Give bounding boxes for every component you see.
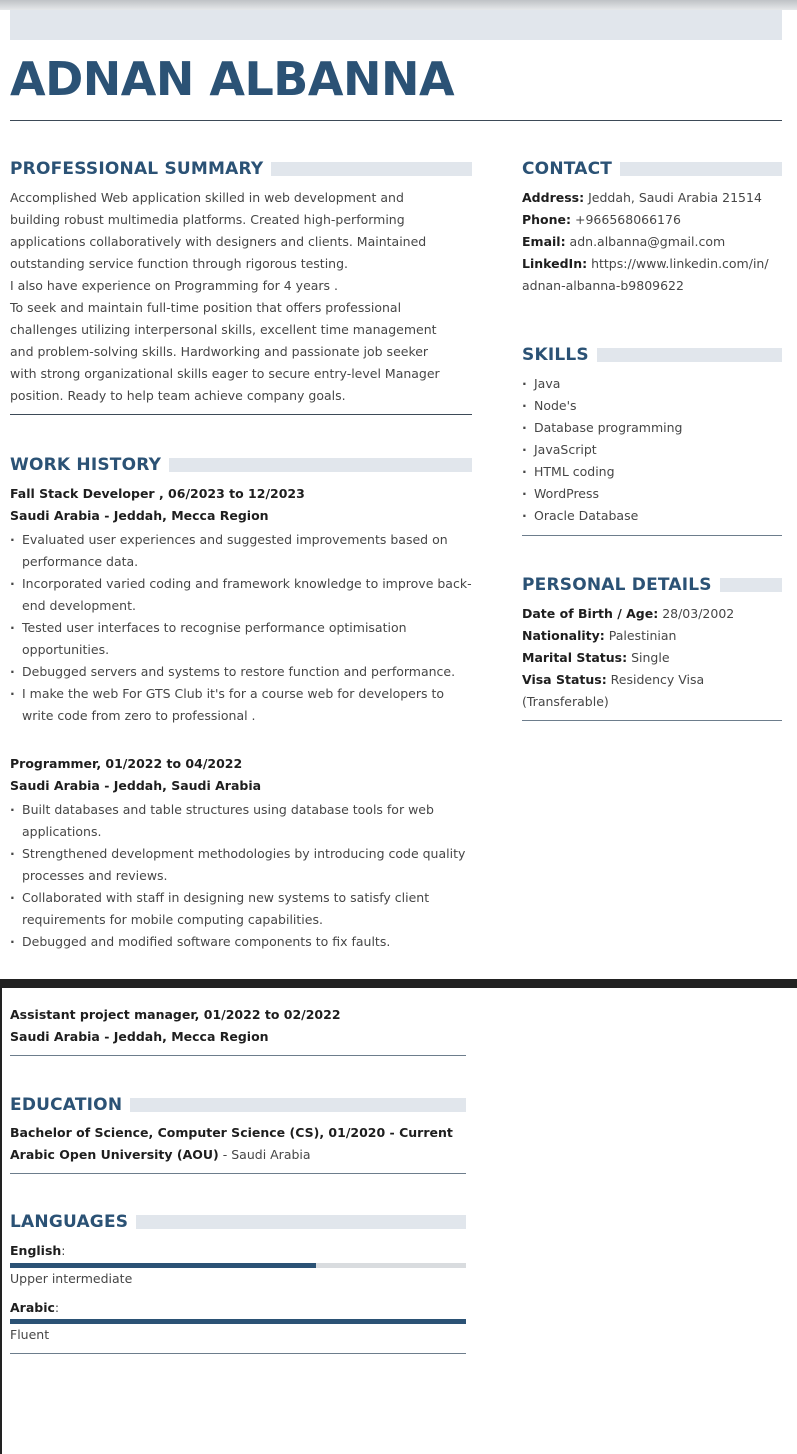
- skill-item: · HTML coding: [522, 461, 782, 483]
- skill-item: · WordPress: [522, 483, 782, 505]
- email-value: adn.albanna@gmail.com: [565, 234, 726, 249]
- contact-heading: CONTACT: [522, 158, 782, 180]
- school: Arabic Open University (AOU): [10, 1147, 219, 1162]
- marital-value: Single: [627, 650, 670, 665]
- languages-rule: [10, 1353, 466, 1354]
- work-heading: WORK HISTORY: [10, 454, 472, 476]
- visa-label: Visa Status:: [522, 672, 607, 687]
- language-arabic: [10, 1297, 472, 1319]
- list-item: · Debugged servers and systems to restore function and performance.: [10, 661, 472, 683]
- header-band: [10, 10, 782, 40]
- skills-rule: [522, 535, 782, 536]
- job-location: Saudi Arabia - Jeddah, Saudi Arabia: [10, 778, 262, 793]
- language-level: Fluent: [10, 1327, 50, 1342]
- skill-item: · JavaScript: [522, 439, 782, 461]
- address-value: Jeddah, Saudi Arabia 21514: [584, 190, 762, 205]
- personal-heading: PERSONAL DETAILS: [522, 574, 782, 596]
- job-1: [10, 483, 472, 727]
- language-level-fill: [10, 1319, 466, 1324]
- skill-item: · Java: [522, 373, 782, 395]
- languages-heading: LANGUAGES: [10, 1211, 466, 1233]
- language-colon: :: [61, 1243, 66, 1258]
- dob-label: Date of Birth / Age:: [522, 606, 659, 621]
- linkedin-label: LinkedIn:: [522, 256, 588, 271]
- degree-field: , Computer Science (CS), 01/2020 - Current: [148, 1125, 453, 1140]
- summary-text: Accomplished Web application skilled in web development and building robust multimedia platforms. Created high-performing applications collaboratively with designers and clients. Maintained outstanding service function through rigorous testing. I also have experience on Programming for 4 years . To seek and maintain full-time position that offers professional challenges utilizing interpersonal skills, excellent time management and problem-solving skills. Hardworking and passionate job seeker with strong organizational skills eager to secure entry-level Manager position. Ready to help team achieve company goals.: [10, 190, 440, 403]
- skill-item: · Oracle Database: [522, 505, 782, 527]
- job-title: Assistant project manager, 01/2022 to 02/2022: [10, 1007, 341, 1022]
- top-shadow: [0, 0, 797, 10]
- list-item: · Debugged and modified software components to fix faults.: [10, 931, 472, 953]
- summary-heading: PROFESSIONAL SUMMARY: [10, 158, 472, 180]
- education-entry: [10, 1122, 472, 1166]
- marital-label: Marital Status:: [522, 650, 628, 665]
- phone-value: +966568066176: [571, 212, 681, 227]
- linkedin-value: https://www.linkedin.com/in/: [587, 256, 769, 271]
- list-item: · Strengthened development methodologies by introducing code quality processes and reviews.: [10, 843, 472, 887]
- language-name: Arabic: [10, 1300, 55, 1315]
- job-3: [10, 1004, 472, 1048]
- list-item: · Tested user interfaces to recognise performance optimisation opportunities.: [10, 617, 472, 661]
- work-rule: [10, 1055, 466, 1056]
- skills-heading: SKILLS: [522, 344, 782, 366]
- contact-details: [522, 187, 792, 297]
- degree: Bachelor of Science: [10, 1125, 149, 1140]
- summary-rule: [10, 414, 472, 415]
- language-name: English: [10, 1243, 62, 1258]
- dob-value: 28/03/2002: [658, 606, 735, 621]
- visa-value: Residency Visa: [606, 672, 705, 687]
- language-colon: :: [54, 1300, 60, 1315]
- language-english: [10, 1240, 472, 1262]
- candidate-name: ADNAN ALBANNA: [10, 52, 455, 106]
- job-location: Saudi Arabia - Jeddah, Mecca Region: [10, 1029, 269, 1044]
- nationality-label: Nationality:: [522, 628, 605, 643]
- list-item: · Collaborated with staff in designing new systems to satisfy client requirements for mobile computing capabilities.: [10, 887, 472, 931]
- education-heading: EDUCATION: [10, 1094, 466, 1116]
- language-level-bar: [10, 1319, 466, 1324]
- personal-details: [522, 603, 792, 713]
- job-title: Programmer, 01/2022 to 04/2022: [10, 756, 243, 771]
- phone-label: Phone:: [522, 212, 572, 227]
- skills-list: [522, 373, 782, 527]
- page-break-bar: [0, 979, 797, 988]
- page-left-border: [0, 988, 2, 1454]
- school-location: - Saudi Arabia: [218, 1147, 311, 1162]
- linkedin-value-cont: adnan-albanna-b9809622: [522, 278, 684, 293]
- list-item: · Built databases and table structures using database tools for web applications.: [10, 799, 472, 843]
- nationality-value: Palestinian: [604, 628, 677, 643]
- skill-item: · Database programming: [522, 417, 782, 439]
- personal-rule: [522, 720, 782, 721]
- header-rule: [10, 120, 782, 121]
- address-label: Address:: [522, 190, 585, 205]
- list-item: · Evaluated user experiences and suggested improvements based on performance data.: [10, 529, 472, 573]
- job-2: [10, 753, 472, 953]
- list-item: · I make the web For GTS Club it's for a course web for developers to write code from zero to professional .: [10, 683, 472, 727]
- list-item: · Incorporated varied coding and framework knowledge to improve back-end development.: [10, 573, 472, 617]
- skill-item: · Node's: [522, 395, 782, 417]
- job-location: Saudi Arabia - Jeddah, Mecca Region: [10, 508, 269, 523]
- job-title: Fall Stack Developer , 06/2023 to 12/2023: [10, 486, 305, 501]
- visa-value-cont: (Transferable): [522, 694, 609, 709]
- email-label: Email:: [522, 234, 566, 249]
- language-level: Upper intermediate: [10, 1271, 133, 1286]
- education-rule: [10, 1173, 466, 1174]
